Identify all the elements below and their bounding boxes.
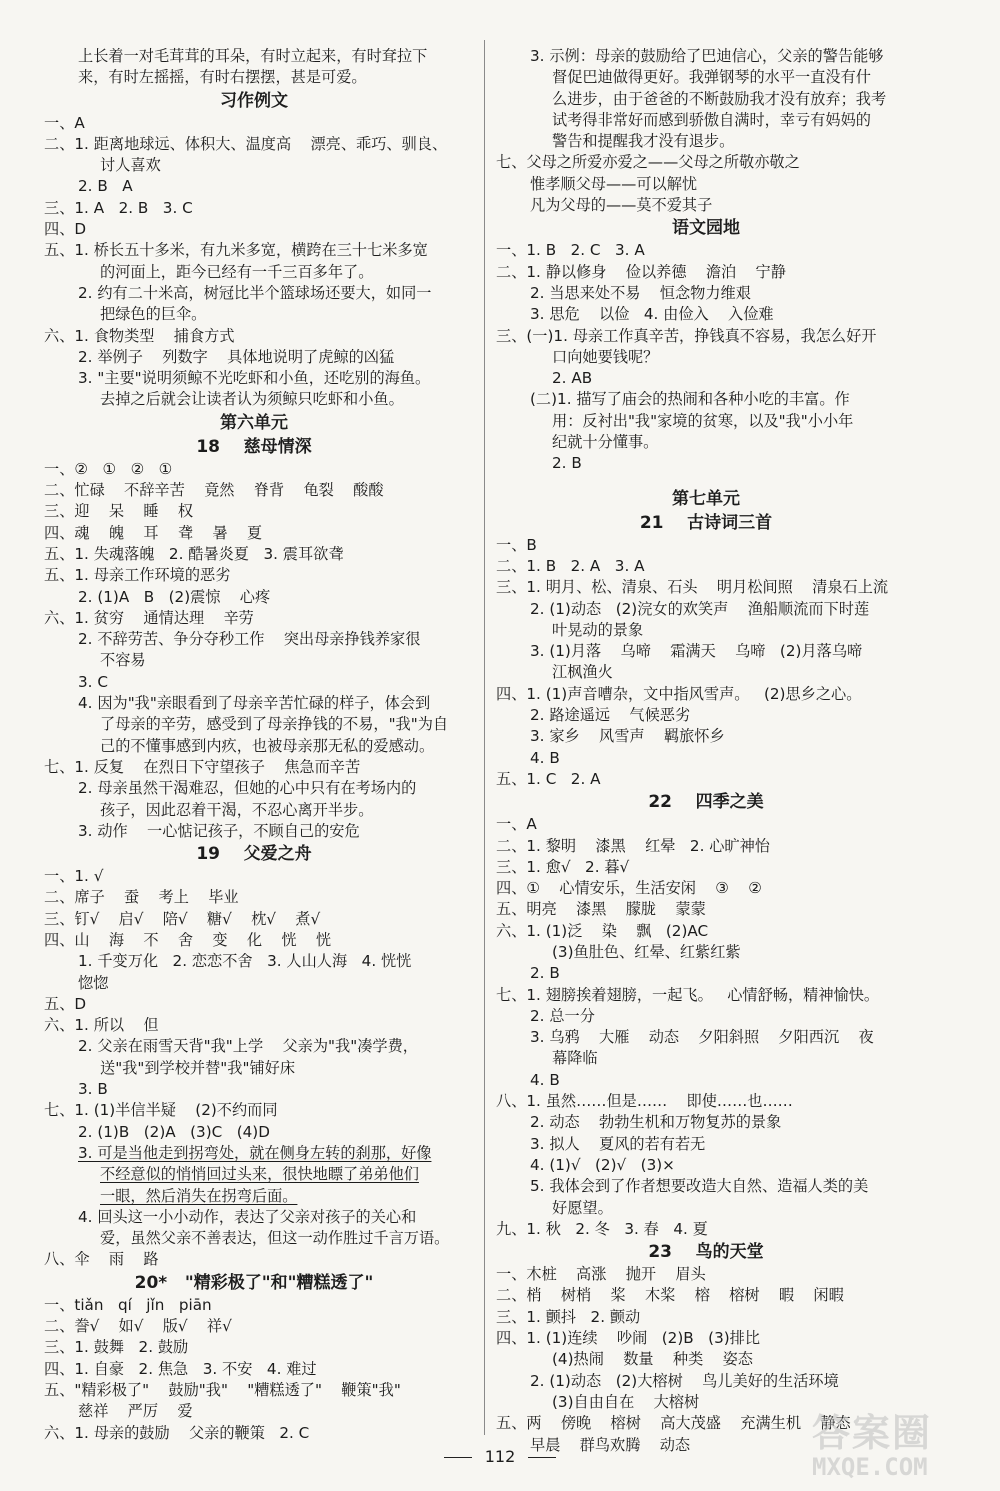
answer-line: 七、1. (1)半信半疑 (2)不约而同 [44, 1101, 278, 1120]
answer-line: 四、魂 魄 耳 聋 暑 夏 [44, 523, 263, 542]
answer-line: 2. 父亲在雨雪天背"我"上学 父亲为"我"凑学费， [78, 1037, 418, 1056]
answer-line: 四、1. 自豪 2. 焦急 3. 不安 4. 难过 [44, 1359, 317, 1378]
answer-line: 了母亲的辛劳，感受到了母亲挣钱的不易，"我"为自 [100, 715, 449, 734]
answer-line: 五、1. 母亲工作环境的恶劣 [44, 566, 231, 585]
answer-line: 不经意似的悄悄回过头来，很快地瞟了弟弟他们 [100, 1165, 419, 1184]
answer-line: 警告和提醒我才没有退步。 [552, 132, 735, 151]
answer-line: 2. 母亲虽然干渴难忍，但她的心中只有在考场内的 [78, 779, 417, 798]
answer-line: 么进步，由于爸爸的不断鼓励我才没有放弃；我考 [552, 89, 887, 108]
answer-line: 六、1. 食物类型 捕食方式 [44, 326, 235, 345]
answer-line: 纪就十分懂事。 [552, 433, 659, 452]
answer-line: 2. (1)A B (2)震惊 心疼 [78, 587, 271, 606]
answer-line: 2. 举例子 列数字 具体地说明了虎鲸的凶猛 [78, 347, 395, 366]
answer-line: 四、1. (1)连续 吵闹 (2)B (3)排比 [496, 1329, 761, 1348]
answer-line: 2. 约有二十米高，树冠比半个篮球场还要大，如同一 [78, 283, 432, 302]
answer-line: 九、1. 秋 2. 冬 3. 春 4. 夏 [496, 1219, 708, 1238]
answer-line: 孩子，因此忍着干渴，不忍心离开半步。 [100, 800, 374, 819]
answer-line: 3. B [78, 1080, 108, 1099]
answer-line: 4. B [530, 1070, 560, 1089]
section-heading: 第七单元 [672, 488, 740, 509]
answer-line: 2. 当思来处不易 恒念物力维艰 [530, 283, 751, 302]
answer-line: 三、1. 鼓舞 2. 鼓励 [44, 1338, 189, 1357]
section-heading: 18 慈母情深 [196, 436, 312, 457]
answer-line: 七、1. 反复 在烈日下守望孩子 焦急而辛苦 [44, 757, 361, 776]
answer-line: 4. 回头这一小小动作，表达了父亲对孩子的关心和 [78, 1207, 417, 1226]
watermark-title: 答案圈 [812, 1411, 933, 1455]
answer-line: 五、明亮 漆黑 朦胧 蒙蒙 [496, 900, 706, 919]
column-divider [484, 40, 485, 1435]
answer-line: 3. 拟人 夏风的若有若无 [530, 1134, 706, 1153]
answer-line: 2. (1)动态 (2)大榕树 鸟儿美好的生活环境 [530, 1371, 839, 1390]
answer-line: 送"我"到学校并替"我"铺好床 [100, 1058, 296, 1077]
answer-line: 2. 不辞劳苦、争分夺秒工作 突出母亲挣钱养家很 [78, 630, 421, 649]
answer-line: 2. (1)动态 (2)浣女的欢笑声 渔船顺流而下时莲 [530, 599, 870, 618]
answer-line: 一、1. B 2. C 3. A [496, 241, 645, 260]
answer-line: 1. 千变万化 2. 恋恋不舍 3. 人山人海 4. 恍恍 [78, 952, 412, 971]
answer-line: (3)自由自在 大榕树 [552, 1392, 700, 1411]
answer-line: 2. AB [552, 369, 593, 388]
answer-line: 八、1. 虽然……但是…… 即使……也…… [496, 1092, 793, 1111]
section-heading: 第六单元 [220, 412, 288, 433]
answer-line: 3. 可是当他走到拐弯处，就在侧身左转的刹那，好像 [78, 1143, 432, 1162]
answer-line: 二、梢 树梢 桨 木桨 榕 榕树 暇 闲暇 [496, 1286, 844, 1305]
answer-line: 七、父母之所爱亦爱之——父母之所敬亦敬之 [496, 153, 800, 172]
answer-line: 五、D [44, 994, 87, 1013]
answer-line: 2. 动态 勃勃生机和万物复苏的景象 [530, 1113, 782, 1132]
answer-line: 来，有时左摇摇，有时右摆摆，甚是可爱。 [78, 68, 367, 87]
answer-line: 4. 因为"我"亲眼看到了母亲辛苦忙碌的样子，体会到 [78, 694, 431, 713]
answer-line: 三、1. A 2. B 3. C [44, 198, 193, 217]
answer-line: 上长着一对毛茸茸的耳朵，有时立起来，有时耷拉下 [78, 47, 428, 65]
footer-dash-right [528, 1457, 556, 1458]
answer-line: 5. 我体会到了作者想要改造大自然、造福人类的美 [530, 1177, 869, 1196]
answer-line: 一、② ① ② ① [44, 459, 173, 478]
answer-line: 4. B [530, 748, 560, 767]
answer-line: 二、席子 蚕 考上 毕业 [44, 888, 239, 907]
answer-line: 3. (1)月落 乌啼 霜满天 乌啼 (2)月落乌啼 [530, 642, 863, 661]
answer-line: 凡为父母的——莫不爱其子 [530, 196, 713, 215]
answer-line: 江枫渔火 [552, 663, 613, 682]
answer-line: 2. B A [78, 177, 133, 196]
answer-line: 三、1. 明月、松、清泉、石头 明月松间照 清泉石上流 [496, 578, 889, 597]
answer-line: 口向她要钱呢？ [552, 347, 659, 366]
answer-line: 用：反衬出"我"家境的贫寒，以及"我"小小年 [552, 411, 854, 430]
answer-line: 二、忙碌 不辞辛苦 竟然 脊背 龟裂 酸酸 [44, 481, 384, 500]
answer-line: 六、1. 母亲的鼓励 父亲的鞭策 2. C [44, 1423, 310, 1442]
answer-line: 不容易 [100, 651, 146, 670]
answer-line: 五、两 傍晚 榕树 高大茂盛 充满生机 静态 [496, 1414, 851, 1433]
answer-line: 的河面上，距今已经有一千三百多年了。 [100, 262, 374, 281]
answer-line: 四、山 海 不 舍 变 化 恍 恍 [44, 930, 332, 949]
answer-line: 二、1. 静以修身 俭以养德 澹泊 宁静 [496, 262, 786, 281]
answer-line: 叶晃动的景象 [552, 620, 644, 639]
answer-line: 3. 思危 以俭 4. 由俭入 入俭难 [530, 305, 774, 324]
answer-line: 一、tiǎn qí jǐn piān [44, 1295, 212, 1314]
answer-line: 3. C [78, 672, 108, 691]
answer-line: 一眼，然后消失在拐弯后面。 [100, 1186, 298, 1205]
answer-line: 三、迎 呆 睡 权 [44, 502, 194, 521]
answer-line: 一、木桩 高涨 抛开 眉头 [496, 1265, 706, 1284]
answer-line: 四、D [44, 220, 87, 239]
answer-line: 惟孝顺父母——可以解忧 [530, 174, 698, 193]
section-heading: 22 四季之美 [648, 792, 764, 813]
answer-line: 3. "主要"说明须鲸不光吃虾和小鱼，还吃别的海鱼。 [78, 369, 431, 388]
answer-line: 2. 路途遥远 气候恶劣 [530, 706, 691, 725]
answer-line: 督促巴迪做得更好。我弹钢琴的水平一直没有什 [552, 68, 871, 87]
answer-line: 三、钉√ 启√ 陪√ 糖√ 枕√ 煮√ [44, 909, 321, 928]
answer-line: 4. (1)√ (2)√ (3)× [530, 1155, 675, 1174]
answer-line: 三、1. 颤抖 2. 颤动 [496, 1307, 641, 1326]
answer-line: 一、A [496, 815, 537, 834]
section-heading: 21 古诗词三首 [639, 512, 773, 533]
right-column [496, 46, 916, 1456]
section-heading: 习作例文 [220, 90, 288, 111]
left-column [44, 46, 464, 1444]
answer-line: 2. B [530, 964, 560, 983]
answer-line: 一、B [496, 535, 537, 554]
answer-line: 幕降临 [552, 1049, 598, 1068]
answer-line: 爱，虽然父亲不善表达，但这一动作胜过千言万语。 [100, 1229, 450, 1248]
answer-line: 五、1. 失魂落魄 2. 酷暑炎夏 3. 震耳欲聋 [44, 544, 344, 563]
section-heading: 语文园地 [672, 218, 740, 239]
answer-line: 好愿望。 [552, 1198, 613, 1217]
answer-line: 二、誊√ 如√ 版√ 祥√ [44, 1317, 232, 1336]
answer-line: 六、1. 贫穷 通情达理 辛劳 [44, 608, 254, 627]
answer-line [496, 475, 916, 487]
answer-line: 试考得非常好而感到骄傲自满时，幸亏有妈妈的 [552, 110, 871, 129]
answer-line: 2. B [552, 454, 582, 473]
answer-line: 四、1. (1)声音嘈杂，文中指风雪声。 (2)思乡之心。 [496, 684, 862, 703]
answer-line: 一、1. √ [44, 867, 104, 886]
answer-line: 二、1. 距离地球远、体积大、温度高 漂亮、乖巧、驯良、 [44, 134, 448, 153]
section-heading: 23 鸟的天堂 [648, 1242, 764, 1263]
answer-line: 3. 乌鸦 大雁 动态 夕阳斜照 夕阳西沉 夜 [530, 1028, 874, 1047]
answer-line: 3. 家乡 风雪声 羁旅怀乡 [530, 727, 725, 746]
footer-dash-left [444, 1457, 472, 1458]
answer-line: 去掉之后就会让读者认为须鲸只吃虾和小鱼。 [100, 390, 404, 409]
answer-line: 六、1. (1)泛 染 飘 (2)AC [496, 921, 709, 940]
answer-line: 六、1. 所以 但 [44, 1016, 159, 1035]
answer-line: 早晨 群鸟欢腾 动态 [530, 1435, 691, 1454]
answer-line: 二、1. B 2. A 3. A [496, 556, 645, 575]
answer-line: (二)1. 描写了庙会的热闹和各种小吃的丰富。作 [530, 390, 850, 409]
answer-line: 四、① 心情安乐，生活安闲 ③ ② [496, 879, 762, 898]
answer-line: 3. 示例：母亲的鼓励给了巴迪信心，父亲的警告能够 [530, 47, 884, 65]
answer-line: 己的不懂事感到内疚，也被母亲那无私的爱感动。 [100, 736, 435, 755]
answer-line: 三、(一)1. 母亲工作真辛苦，挣钱真不容易，我怎么好开 [496, 326, 877, 345]
answer-line: 3. 动作 一心惦记孩子，不顾自己的安危 [78, 821, 360, 840]
answer-line: 把绿色的巨伞。 [100, 305, 207, 324]
answer-line: 2. (1)B (2)A (3)C (4)D [78, 1122, 270, 1141]
answer-line: 一、A [44, 113, 85, 132]
answer-line: 五、1. C 2. A [496, 769, 601, 788]
answer-line: 惚惚 [78, 973, 109, 992]
answer-line: 八、伞 雨 路 [44, 1250, 159, 1269]
answer-line: 五、"精彩极了" 鼓励"我" "糟糕透了" 鞭策"我" [44, 1380, 401, 1399]
answer-line: 七、1. 翅膀挨着翅膀，一起飞。 心情舒畅，精神愉快。 [496, 985, 880, 1004]
section-heading: 19 父爱之舟 [196, 844, 312, 865]
answer-line: 讨人喜欢 [100, 156, 161, 175]
answer-line: 二、1. 黎明 漆黑 红晕 2. 心旷神怡 [496, 836, 770, 855]
watermark-logo [812, 1402, 988, 1482]
watermark-url: MXQE.COM [812, 1453, 928, 1481]
section-heading: 20* "精彩极了"和"糟糕透了" [134, 1272, 374, 1293]
page-number: 112 [484, 1447, 516, 1466]
answer-line: 慈祥 严厉 爱 [78, 1402, 193, 1421]
answer-line: (4)热闹 数量 种类 姿态 [552, 1350, 753, 1369]
answer-line: 三、1. 愈√ 2. 暮√ [496, 857, 630, 876]
answer-line: 五、1. 桥长五十多米，有九米多宽，横跨在三十七米多宽 [44, 241, 428, 260]
answer-line: 2. 总一分 [530, 1006, 595, 1025]
answer-line: (3)鱼肚色、红晕、红紫红紫 [552, 942, 741, 961]
